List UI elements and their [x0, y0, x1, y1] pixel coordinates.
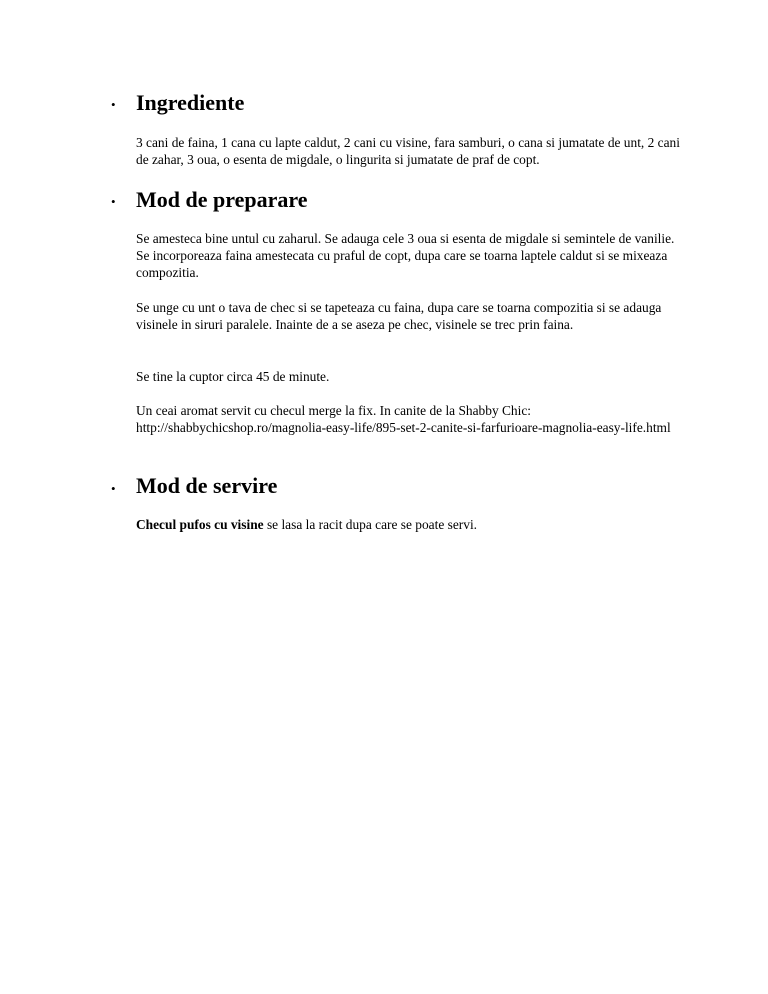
paragraph-preparation-1: Se amesteca bine untul cu zaharul. Se adauga cele 3 oua si esenta de migdale si semintele de vanilie. Se incorporeaza faina amestecata cu praful de copt, dupa care se toarna laptele caldut si se mixeaza compozitia. [136, 231, 675, 281]
paragraph-serving [136, 516, 681, 533]
paragraph-preparation-4: Un ceai aromat servit cu checul merge la fix. In canite de la Shabby Chic: http://shabbychicshop.ro/magnolia-easy-life/895-set-2-canite-si-farfurioare-magnolia-easy-life.html [136, 403, 671, 436]
paragraph-preparation-3: Se tine la cuptor circa 45 de minute. [136, 369, 330, 384]
paragraph-ingredients: 3 cani de faina, 1 cana cu lapte caldut, 2 cani cu visine, fara samburi, o cana si jumatate de unt, 2 cani de zahar, 3 oua, o esenta de migdale, o lingurita si jumatate de praf de copt. [136, 135, 680, 168]
heading-ingrediente: Ingrediente [136, 90, 245, 115]
bullet-marker: • [111, 194, 116, 209]
serving-rest-text: se lasa la racit dupa care se poate servi. [263, 517, 478, 532]
serving-bold-text: Checul pufos cu visine [136, 517, 264, 532]
bullet-marker: • [111, 97, 116, 112]
paragraph-preparation-2: Se unge cu unt o tava de chec si se tapeteaza cu faina, dupa care se toarna compozitia si se adauga visinele in siruri paralele. Inainte de a se aseza pe chec, visinele se trec prin faina. [136, 300, 662, 333]
heading-mod-de-preparare: Mod de preparare [136, 187, 308, 212]
bullet-marker: • [111, 481, 116, 496]
heading-mod-de-servire: Mod de servire [136, 473, 278, 498]
